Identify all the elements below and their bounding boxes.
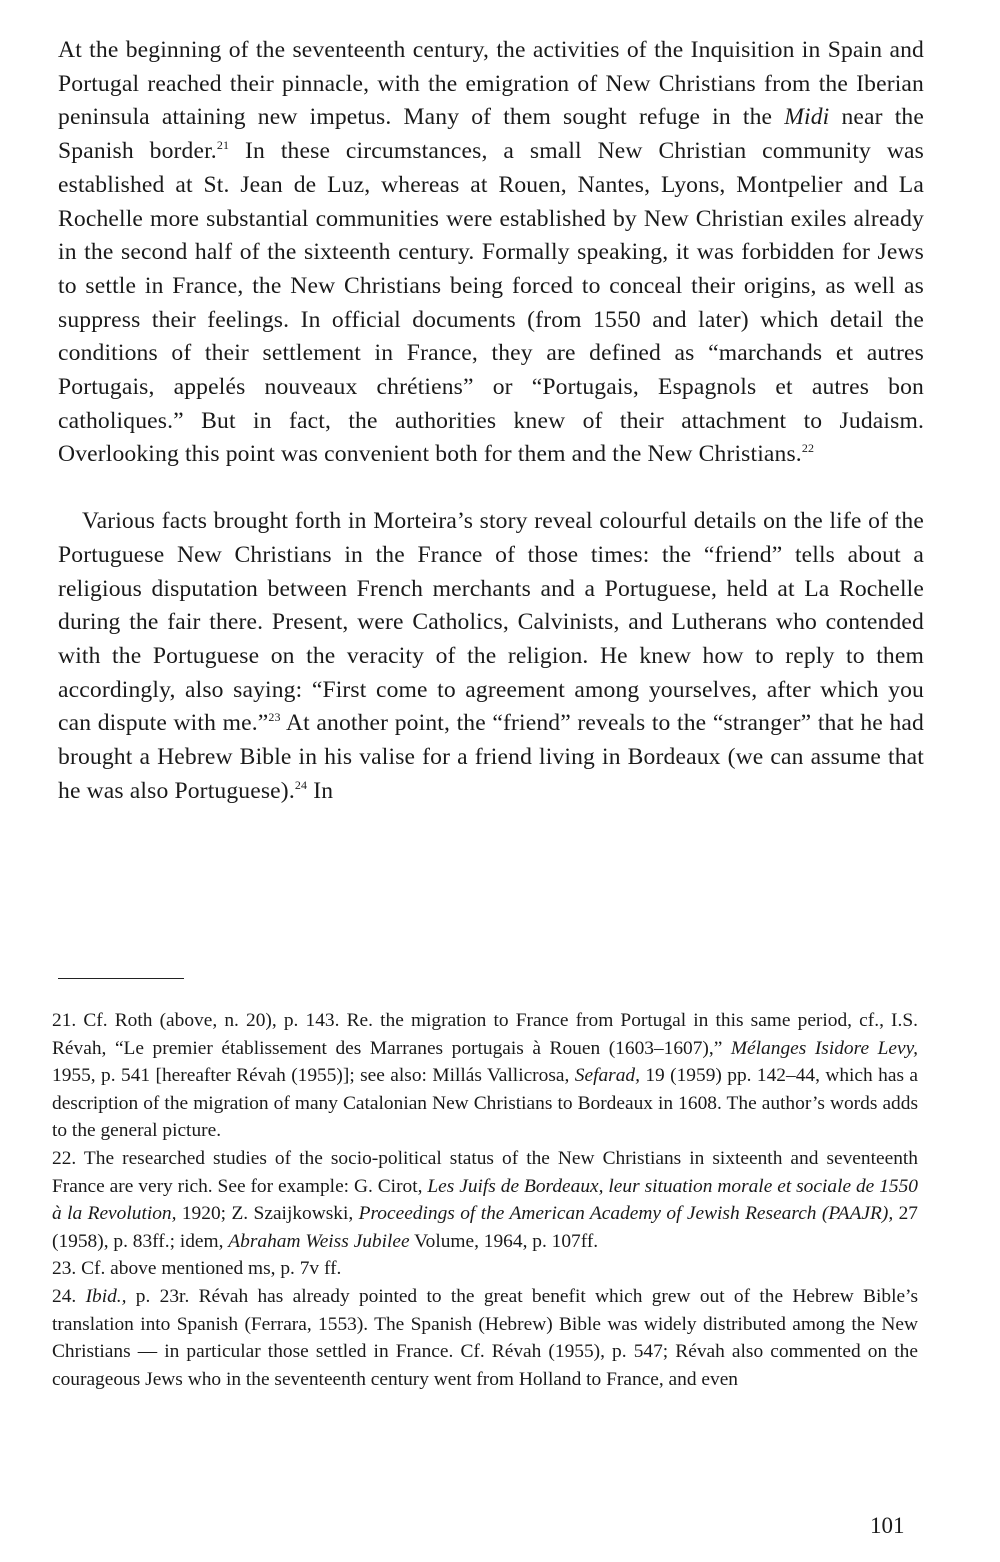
footnote-separator <box>58 978 184 979</box>
italic-text: Proceedings of the American Academy of Jewish Research (PAAJR), <box>358 1203 894 1225</box>
text-run: At another point, the “friend” reveals to the “stranger” that he had brought a Hebrew Bible in his valise for a friend living in Bordeaux (we can assume that he was also Portuguese). <box>58 710 924 804</box>
text-run: 22. The researched studies of the socio-political status of the New Christians in sixteenth and seventeenth France are very rich. See for example: G. Cirot, <box>52 1147 918 1197</box>
text-run: 27 (1958), p. 83ff.; idem, <box>52 1203 918 1252</box>
text-run: p. 23r. Révah has already pointed to the great benefit which grew out of the Hebrew Bible’s translation into Spanish (Ferrara, 1553). The Spanish (Hebrew) Bible was widely distributed among the New Christians — in particular those settled in France. Cf. Révah (1955), p. 547; Révah also commented on the courageous Jews who in the seventeenth century went from Holland to France, and even <box>52 1285 918 1390</box>
italic-text: Sefarad, <box>574 1065 640 1087</box>
text-run: 24. <box>52 1285 86 1307</box>
footnote-reference: 24 <box>294 777 308 792</box>
text-run: 19 (1959) pp. 142–44, which has a description of the migration of many Catalonian New Christians to Bordeaux in 1608. The author’s words adds to the general picture. <box>52 1065 919 1142</box>
footnote-23 <box>52 1255 918 1283</box>
text-run: Various facts brought forth in Morteira’s story reveal colourful details on the life of the Portuguese New Christians in the France of those times: the “friend” tells about a religious disputation between French merchants and a Portuguese, held at La Rochelle during the fair there. Present, were Catholics, Calvinists, and Lutherans who contended with the Portuguese on the veracity of the religion. He knew how to reply to them accordingly, also saying: “First come to agreement among yourselves, after which you can dispute with me.” <box>58 508 924 737</box>
text-run: In these circumstances, a small New Christian community was established at St. Jean de Luz, whereas at Rouen, Nantes, Lyons, Montpelier and La Rochelle more substantial communities were established by New Christian exiles already in the second half of the sixteenth century. Formally speaking, it was forbidden for Jews to settle in France, the New Christians being forced to conceal their origins, as well as suppress their feelings. In official documents (from 1550 and later) which detail the conditions of their settlement in France, they are defined as “marchands et autres Portugais, appelés nouveaux chrétiens” or “Portugais, Espagnols et autres bon catholiques.” But in fact, the authorities knew of their attachment to Judaism. Overlooking this point was convenient both for them and the New Christians. <box>58 138 925 468</box>
text-run: 1955, p. 541 [hereafter Révah (1955)]; see also: Millás Vallicrosa, <box>52 1065 575 1087</box>
footnotes <box>52 1007 918 1393</box>
text-run: In <box>307 777 334 804</box>
italic-text: Midi <box>784 104 830 131</box>
page-number: 101 <box>870 1513 905 1538</box>
footnote-21 <box>52 1007 918 1145</box>
text-run: 1920; Z. Szaijkowski, <box>176 1203 359 1225</box>
italic-text: Abraham Weiss Jubilee <box>228 1230 410 1252</box>
text-run: At the beginning of the seventeenth century, the activities of the Inquisition in Spain and Portugal reached their pinnacle, with the emigration of New Christians from the Iberian peninsula attaining new impetus. Many of them sought refuge in the <box>58 37 924 131</box>
footnote-24 <box>52 1283 918 1393</box>
paragraph <box>58 505 924 808</box>
paragraph <box>58 34 924 472</box>
footnote-reference: 23 <box>268 710 281 725</box>
text-run: 21. Cf. Roth (above, n. 20), p. 143. Re. the migration to France from Portugal in this same period, cf., I.S. Révah, “Le premier établissement des Marranes portugais à Rouen (1603–1607),” <box>52 1010 918 1059</box>
italic-text: Les Juifs de Bordeaux, leur situation morale et sociale de 1550 à la Revolution, <box>52 1175 918 1225</box>
text-run: near the Spanish border. <box>58 104 924 165</box>
text-run: 23. Cf. above mentioned ms, p. 7v ff. <box>52 1258 342 1280</box>
main-text <box>58 34 924 808</box>
footnote-reference: 22 <box>801 441 815 456</box>
italic-text: Ibid., <box>85 1285 127 1307</box>
text-run: Volume, 1964, p. 107ff. <box>409 1230 599 1252</box>
footnote-reference: 21 <box>216 138 230 153</box>
footnote-22 <box>52 1145 918 1255</box>
italic-text: Mélanges Isidore Levy, <box>730 1037 918 1059</box>
